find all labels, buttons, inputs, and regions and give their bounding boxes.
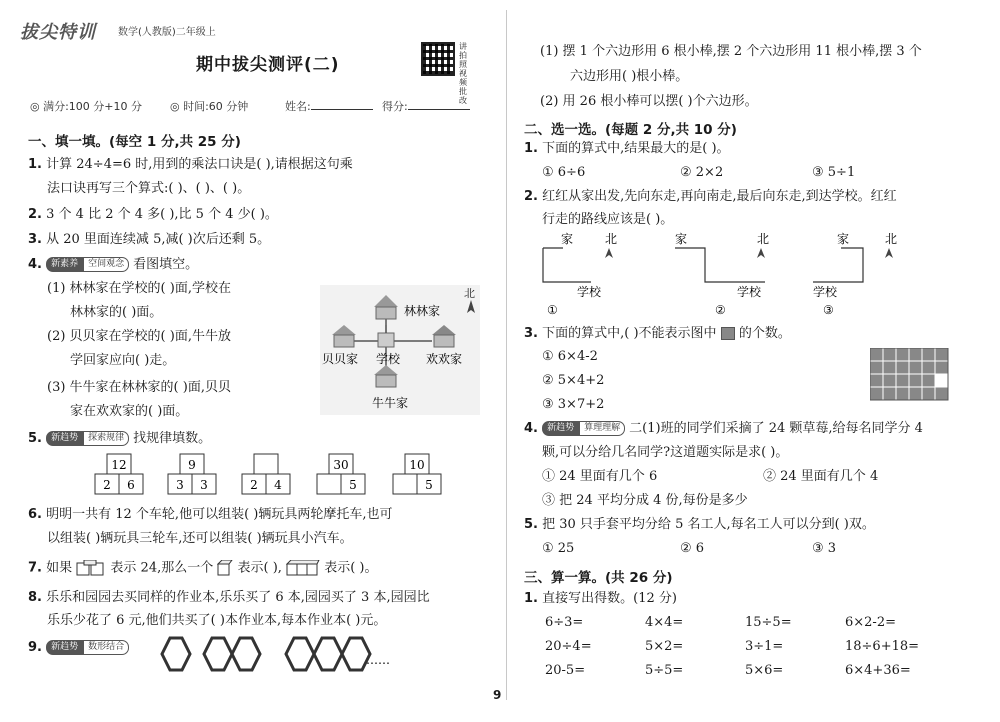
hexagon-stick-icon xyxy=(162,638,190,670)
q9-cont-line3: (2) 用 26 根小棒可以摆( )个六边形。 xyxy=(540,94,758,109)
q9-cont-line2: 六边形用( )根小棒。 xyxy=(570,69,689,84)
q-number: 2. xyxy=(524,189,538,204)
box-right-value: 5 xyxy=(349,478,357,492)
q-number: 7. xyxy=(28,560,42,576)
s1-q4-line: (2) 贝贝家在学校的( )面,牛牛放 xyxy=(47,329,231,344)
option[interactable]: ② 24 里面有几个 4 xyxy=(763,469,879,484)
grid-square xyxy=(909,374,922,387)
grid-square xyxy=(883,387,896,400)
grid-square xyxy=(922,374,935,387)
section1-heading: 一、填一填。(每空 1 分,共 25 分) xyxy=(28,134,241,150)
grid-square xyxy=(935,361,948,374)
map-label-school: 学校 xyxy=(376,352,401,366)
direction-map xyxy=(320,285,480,415)
home-label: 家 xyxy=(675,232,688,246)
qr-code-icon[interactable] xyxy=(421,42,455,76)
north-label: 北 xyxy=(885,232,898,246)
q-text: 找规律填数。 xyxy=(133,431,212,446)
q-text: 红红从家出发,先向东走,再向南走,最后向东走,到达学校。红红 xyxy=(542,189,897,204)
school-label: 学校 xyxy=(813,285,838,299)
s1-q6-line1 xyxy=(28,507,392,522)
calc-item[interactable]: 3÷1= xyxy=(745,639,784,654)
box-right-value: 6 xyxy=(127,478,135,492)
calc-item[interactable]: 15÷5= xyxy=(745,615,792,630)
box-right-value: 3 xyxy=(200,478,208,492)
grid-square xyxy=(896,374,909,387)
map-label-beibei: 贝贝家 xyxy=(322,352,359,366)
pattern-box xyxy=(242,454,290,494)
option[interactable]: ② 6 xyxy=(680,541,705,556)
option-label: ③ xyxy=(823,303,834,317)
option[interactable]: ① 24 里面有几个 6 xyxy=(542,469,658,484)
tag-topic: 探索规律 xyxy=(83,431,129,446)
subject-label: 数学(人教版)二年级上 xyxy=(118,27,216,38)
q-number: 5. xyxy=(28,431,42,446)
s2-q3 xyxy=(524,326,791,341)
tag-topic: 算理理解 xyxy=(579,421,625,436)
grid-square xyxy=(896,387,909,400)
box-top-value: 12 xyxy=(111,458,127,472)
option[interactable]: ③ 把 24 平均分成 4 份,每份是多少 xyxy=(542,493,748,508)
school-label: 学校 xyxy=(737,285,762,299)
route-option-1[interactable] xyxy=(543,231,602,317)
grid-square xyxy=(909,348,922,361)
q-number: 9. xyxy=(28,640,42,655)
q-text: 把 30 只手套平均分给 5 名工人,每名工人可以分到( )双。 xyxy=(542,517,875,532)
north-arrow-icon xyxy=(466,300,476,314)
page-title: 期中拔尖测评(二) xyxy=(196,55,340,75)
box-right-value: 4 xyxy=(274,478,282,492)
tag-new: 新趋势 xyxy=(46,640,83,655)
map-label-niuniu: 牛牛家 xyxy=(372,396,409,410)
grid-square xyxy=(870,361,883,374)
q-text: 表示 24,那么一个 xyxy=(110,560,214,576)
map-label-huanhuan: 欢欢家 xyxy=(426,352,463,366)
score-label: 得分: xyxy=(382,100,408,113)
option-label: ② xyxy=(715,303,726,317)
s2-q4-line1 xyxy=(524,421,923,436)
grid-square xyxy=(870,387,883,400)
column-divider xyxy=(506,10,507,700)
s2-q5 xyxy=(524,517,875,532)
grid-square xyxy=(935,348,948,361)
option[interactable]: ② 2×2 xyxy=(680,165,724,180)
cube-icon xyxy=(76,560,106,576)
grid-square xyxy=(922,361,935,374)
north-label: 北 xyxy=(757,232,770,246)
q-number: 6. xyxy=(28,507,42,522)
hexagon-sticks xyxy=(158,636,398,686)
option[interactable]: ③ 3×7+2 xyxy=(542,397,605,412)
name-blank[interactable] xyxy=(311,100,373,110)
pattern-box xyxy=(95,454,143,494)
s1-q4-line: 家在欢欢家的( )面。 xyxy=(70,404,189,419)
q-text: 如果 xyxy=(46,560,73,576)
section3-heading: 三、算一算。(共 26 分) xyxy=(524,570,673,586)
q-number: 8. xyxy=(28,590,42,605)
q-number: 3. xyxy=(524,326,538,341)
s1-q7 xyxy=(28,560,378,576)
score-field[interactable] xyxy=(382,98,470,114)
hexagon-stick-icon xyxy=(286,638,370,670)
grid-cells xyxy=(870,348,948,400)
home-label: 家 xyxy=(837,232,850,246)
score-blank[interactable] xyxy=(408,100,470,110)
route-diagrams xyxy=(535,230,915,320)
north-label: 北 xyxy=(464,287,475,300)
north-label: 北 xyxy=(605,232,618,246)
calc-item[interactable]: 5×2= xyxy=(645,639,684,654)
box-left-value: 3 xyxy=(176,478,184,492)
q-text: 表示( ), xyxy=(237,560,282,576)
grid-square xyxy=(896,348,909,361)
q-number: 4. xyxy=(28,257,42,272)
grid-square xyxy=(870,348,883,361)
north-arrow-icon xyxy=(757,248,765,258)
home-label: 家 xyxy=(561,232,574,246)
grid-square xyxy=(935,374,948,387)
answer-blank[interactable] xyxy=(393,474,417,494)
page-number: 9 xyxy=(493,688,502,702)
route-option-2[interactable] xyxy=(675,231,765,317)
q9-cont-line1: (1) 摆 1 个六边形用 6 根小棒,摆 2 个六边形用 11 根小棒,摆 3 个 xyxy=(540,44,922,59)
s1-q8-line1 xyxy=(28,590,430,605)
s2-q2-line2: 行走的路线应该是( )。 xyxy=(542,212,674,227)
answer-blank[interactable] xyxy=(317,474,341,494)
pattern-box xyxy=(168,454,216,494)
grid-square xyxy=(909,361,922,374)
q-text: 的个数。 xyxy=(738,326,791,341)
q-text: 乐乐和园园去买同样的作业本,乐乐买了 6 本,园园买了 3 本,园园比 xyxy=(46,590,430,605)
option[interactable]: ③ 3 xyxy=(812,541,837,556)
s1-q4-line: 学回家应向( )走。 xyxy=(70,353,176,368)
shaded-square-icon xyxy=(721,327,735,340)
square-grid xyxy=(870,348,950,404)
name-field[interactable] xyxy=(285,98,373,114)
q-text: 3 个 4 比 2 个 4 多( ),比 5 个 4 少( )。 xyxy=(46,207,278,222)
box-right-value: 5 xyxy=(425,478,433,492)
q-text: 表示( )。 xyxy=(324,560,378,576)
calc-item[interactable]: 18÷6+18= xyxy=(845,639,920,654)
q-text: 看图填空。 xyxy=(133,257,199,272)
q-text: 明明一共有 12 个车轮,他可以组装( )辆玩具两轮摩托车,也可 xyxy=(46,507,393,522)
q-number: 3. xyxy=(28,232,42,247)
calc-item[interactable]: 6×2-2= xyxy=(845,615,896,630)
q-number: 2. xyxy=(28,207,42,222)
s1-q4-line: (3) 牛牛家在林林家的( )面,贝贝 xyxy=(47,380,231,395)
grid-square xyxy=(870,374,883,387)
option[interactable]: ③ 5÷1 xyxy=(812,165,856,180)
grid-square xyxy=(883,361,896,374)
box-left-value: 2 xyxy=(250,478,258,492)
section2-heading: 二、选一选。(每题 2 分,共 10 分) xyxy=(524,122,737,138)
s2-q4-line2: 颗,可以分给几名同学?这道题实际是求( )。 xyxy=(542,445,789,460)
box-top-value: 9 xyxy=(188,458,196,472)
q-text: 计算 24÷4=6 时,用到的乘法口诀是( ),请根据这句乘 xyxy=(46,157,353,172)
option[interactable]: ① 6÷6 xyxy=(542,165,586,180)
qr-label: 讲拍照视频批改 xyxy=(459,42,467,105)
north-arrow-icon xyxy=(885,248,893,258)
q-number: 1. xyxy=(524,141,538,156)
pattern-box xyxy=(393,454,441,494)
pattern-box xyxy=(317,454,365,494)
s1-q1-line2: 法口诀再写三个算式:( )、( )、( )。 xyxy=(47,181,251,196)
s3-q1 xyxy=(524,591,677,606)
tag-new: 新趋势 xyxy=(542,421,579,436)
grid-square xyxy=(883,348,896,361)
hexagon-stick-icon xyxy=(204,638,260,670)
option[interactable]: ① 25 xyxy=(542,541,575,556)
q-number: 4. xyxy=(524,421,538,436)
q-text: 下面的算式中,( )不能表示图中 xyxy=(542,326,717,341)
s1-q4-head xyxy=(28,257,198,272)
s1-q4-line: (1) 林林家在学校的( )面,学校在 xyxy=(47,281,231,296)
q-number: 5. xyxy=(524,517,538,532)
option-label: ① xyxy=(547,303,558,317)
school-label: 学校 xyxy=(577,285,602,299)
tag-topic: 数形结合 xyxy=(83,640,129,655)
time-limit: ◎ 时间:60 分钟 xyxy=(170,100,249,113)
option[interactable]: ① 6×4-2 xyxy=(542,349,598,364)
calc-item[interactable]: 6×4+36= xyxy=(845,663,911,678)
box-left-value: 2 xyxy=(103,478,111,492)
grid-square xyxy=(883,374,896,387)
full-score: ◎ 满分:100 分+10 分 xyxy=(30,100,143,113)
q-text: 直接写出得数。(12 分) xyxy=(542,591,677,606)
s1-q8-line2: 乐乐少花了 6 元,他们共买了( )本作业本,每本作业本( )元。 xyxy=(47,613,387,628)
cube-icon xyxy=(286,560,320,576)
tag-topic: 空间观念 xyxy=(83,257,129,272)
grid-square xyxy=(896,361,909,374)
s1-q2 xyxy=(28,207,278,222)
tag-new: 新趋势 xyxy=(46,431,83,446)
s1-q1-line1 xyxy=(28,157,353,172)
grid-square xyxy=(909,387,922,400)
q-text: 二(1)班的同学们采摘了 24 颗草莓,给每名同学分 4 xyxy=(629,421,923,436)
s1-q5-head xyxy=(28,431,211,446)
continuation-dots: …… xyxy=(366,653,390,667)
q-text: 下面的算式中,结果最大的是( )。 xyxy=(542,141,730,156)
map-label-linlin: 林林家 xyxy=(404,304,441,318)
q-number: 1. xyxy=(524,591,538,606)
calc-item[interactable]: 20-5= xyxy=(545,663,586,678)
brand-logo: 拔尖特训 xyxy=(20,22,96,43)
calc-item[interactable]: 6÷3= xyxy=(545,615,584,630)
north-arrow-icon xyxy=(605,248,613,258)
grid-square xyxy=(935,387,948,400)
cube-icon xyxy=(217,560,233,576)
q-number: 1. xyxy=(28,157,42,172)
calc-item[interactable]: 4×4= xyxy=(645,615,684,630)
name-label: 姓名: xyxy=(285,100,311,113)
s2-q2-line1 xyxy=(524,189,897,204)
q-text: 从 20 里面连续减 5,减( )次后还剩 5。 xyxy=(46,232,271,247)
answer-blank[interactable] xyxy=(254,454,278,474)
pattern-boxes xyxy=(90,452,480,496)
box-top-value: 30 xyxy=(333,458,349,472)
grid-square xyxy=(922,348,935,361)
s1-q9-head xyxy=(28,640,133,655)
calc-item[interactable]: 20÷4= xyxy=(545,639,592,654)
calc-item[interactable]: 5÷5= xyxy=(645,663,684,678)
calc-item[interactable]: 5×6= xyxy=(745,663,784,678)
box-top-value: 10 xyxy=(409,458,425,472)
s2-q1 xyxy=(524,141,730,156)
s1-q3 xyxy=(28,232,270,247)
s1-q4-line: 林林家的( )面。 xyxy=(70,305,163,320)
option[interactable]: ② 5×4+2 xyxy=(542,373,605,388)
tag-new: 新素养 xyxy=(46,257,83,272)
s1-q6-line2: 以组装( )辆玩具三轮车,还可以组装( )辆玩具小汽车。 xyxy=(47,531,353,546)
route-option-3[interactable] xyxy=(813,231,863,317)
grid-square xyxy=(922,387,935,400)
